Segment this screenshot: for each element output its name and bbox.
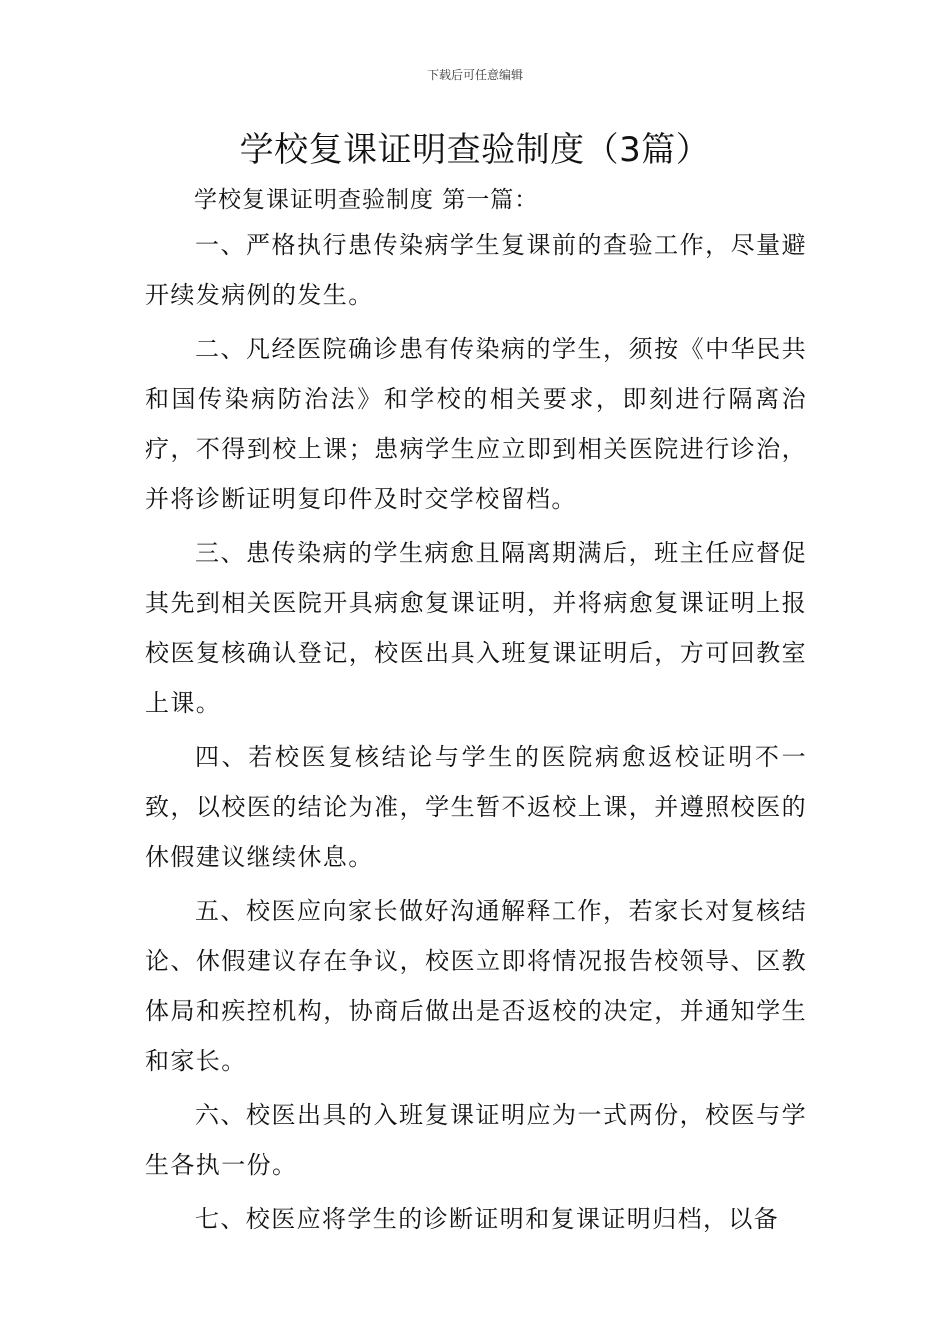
paragraph-2: 二、凡经医院确诊患有传染病的学生，须按《中华民共和国传染病防治法》和学校的相关要求，即刻进行隔离治疗，不得到校上课；患病学生应立即到相关医院进行诊治，并将诊断证明复印件及时交学校留档。 bbox=[145, 335, 807, 513]
document-body bbox=[145, 220, 807, 1248]
paragraph-7: 七、校医应将学生的诊断证明和复课证明归档，以备 bbox=[195, 1205, 780, 1233]
paragraph-4: 四、若校医复核结论与学生的医院病愈返校证明不一致，以校医的结论为准，学生暂不返校上课，并遵照校医的休假建议继续休息。 bbox=[145, 743, 807, 871]
header-note: 下载后可任意编辑 bbox=[426, 68, 523, 82]
paragraph-3: 三、患传染病的学生病愈且隔离期满后，班主任应督促其先到相关医院开具病愈复课证明，并将病愈复课证明上报校医复核确认登记，校医出具入班复课证明后，方可回教室上课。 bbox=[145, 539, 807, 717]
paragraph-1: 一、严格执行患传染病学生复课前的查验工作，尽量避开续发病例的发生。 bbox=[145, 231, 807, 309]
document-title: 学校复课证明查验制度（3篇） bbox=[239, 130, 711, 170]
paragraph-5: 五、校医应向家长做好沟通解释工作，若家长对复核结论、休假建议存在争议，校医立即将情况报告校领导、区教体局和疾控机构，协商后做出是否返校的决定，并通知学生和家长。 bbox=[145, 897, 807, 1075]
paragraph-6: 六、校医出具的入班复课证明应为一式两份，校医与学生各执一份。 bbox=[145, 1101, 807, 1179]
section-subtitle: 学校复课证明查验制度 第一篇： bbox=[194, 187, 539, 213]
